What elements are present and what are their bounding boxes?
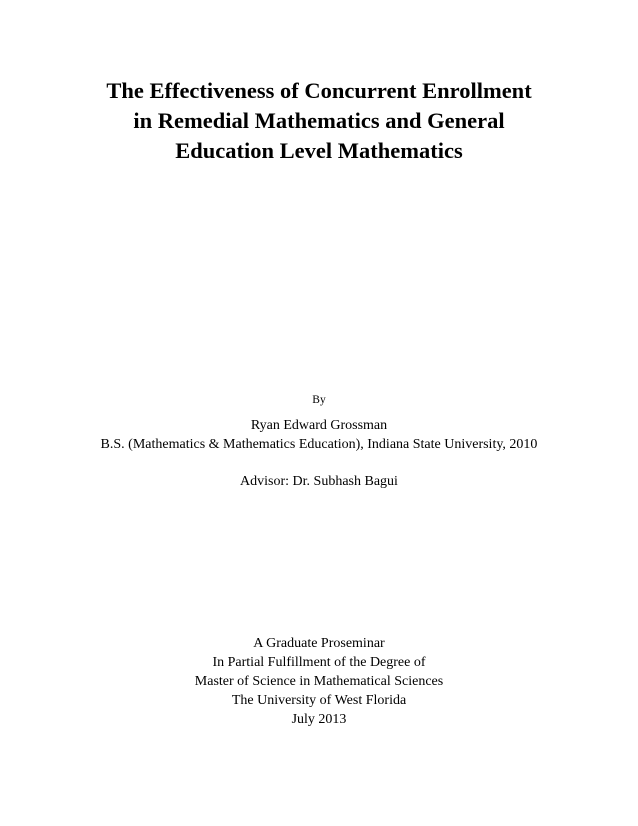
advisor: Advisor: Dr. Subhash Bagui: [240, 474, 398, 489]
submission-date: July 2013: [291, 712, 347, 727]
submission-block: [0, 634, 638, 729]
document-title: [40, 76, 598, 166]
title-line-2: in Remedial Mathematics and General: [133, 108, 505, 133]
fulfillment-statement: In Partial Fulfillment of the Degree of: [212, 655, 426, 670]
submission-type: A Graduate Proseminar: [253, 636, 385, 651]
university-name: The University of West Florida: [231, 693, 407, 708]
degree-name: Master of Science in Mathematical Sciences: [194, 674, 444, 689]
author-degree: B.S. (Mathematics & Mathematics Education), Indiana State University, 2010: [100, 437, 538, 452]
title-line-1: The Effectiveness of Concurrent Enrollment: [106, 78, 532, 103]
author-name: Ryan Edward Grossman: [250, 418, 388, 433]
by-label: By: [312, 394, 326, 406]
title-line-3: Education Level Mathematics: [175, 138, 463, 163]
